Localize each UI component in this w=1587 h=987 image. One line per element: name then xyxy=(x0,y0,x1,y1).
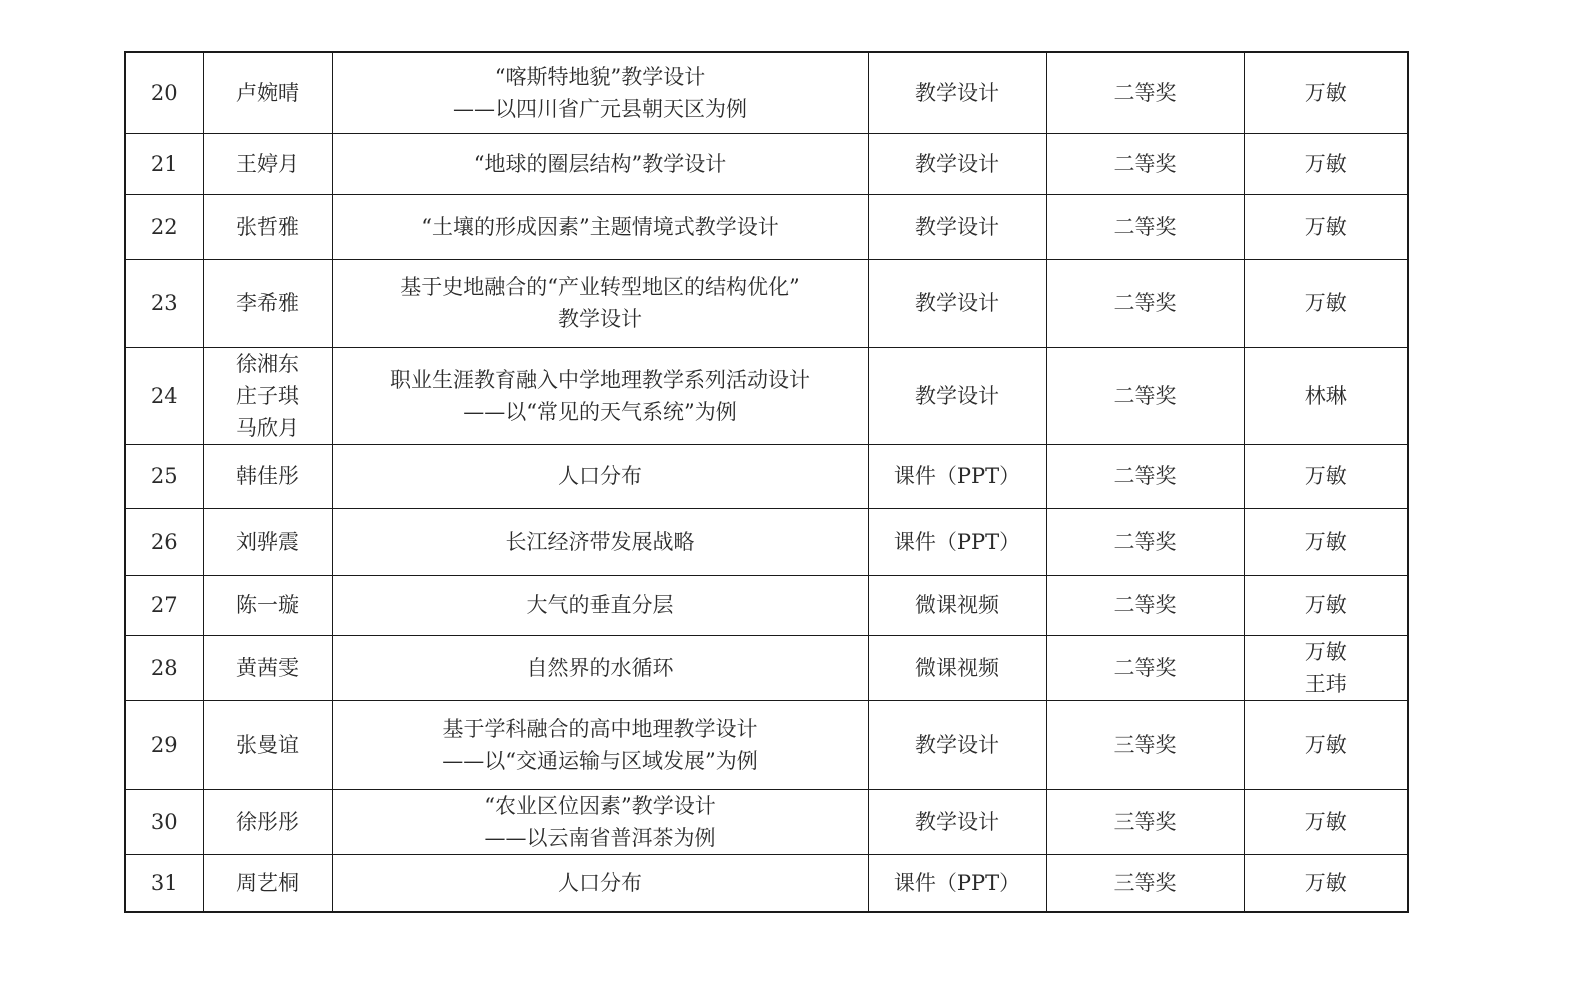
participant-names xyxy=(203,575,332,635)
work-type: 课件（PPT） xyxy=(868,508,1046,575)
advisor-names xyxy=(1244,700,1408,789)
work-title xyxy=(332,575,868,635)
work-title-line: ——以“交通运输与区域发展”为例 xyxy=(442,748,758,773)
advisor-names-line: 万敏 xyxy=(1304,214,1347,239)
work-title xyxy=(332,259,868,347)
participant-names-line: 张哲雅 xyxy=(236,214,299,239)
advisor-names xyxy=(1244,52,1408,133)
row-number: 24 xyxy=(125,347,203,444)
work-title-line: ——以云南省普洱茶为例 xyxy=(484,825,716,850)
award-level: 二等奖 xyxy=(1046,635,1244,700)
work-title-line: 基于学科融合的高中地理教学设计 xyxy=(442,716,758,741)
advisor-names-line: 万敏 xyxy=(1304,593,1347,617)
work-type: 教学设计 xyxy=(868,194,1046,259)
award-level: 三等奖 xyxy=(1046,700,1244,789)
participant-names xyxy=(203,194,332,259)
award-level: 二等奖 xyxy=(1046,444,1244,508)
participant-names-line: 王婷月 xyxy=(236,151,299,176)
table-row xyxy=(125,854,1408,912)
row-number: 20 xyxy=(125,52,203,133)
participant-names-line: 周艺桐 xyxy=(236,870,299,895)
participant-names xyxy=(203,508,332,575)
row-number: 22 xyxy=(125,194,203,259)
table-row xyxy=(125,347,1408,444)
work-title-line: 长江经济带发展战略 xyxy=(505,529,695,554)
work-title-line: “土壤的形成因素”主题情境式教学设计 xyxy=(421,214,779,239)
row-number: 21 xyxy=(125,133,203,194)
advisor-names xyxy=(1244,575,1408,635)
work-title-line: 教学设计 xyxy=(558,307,642,331)
work-type: 微课视频 xyxy=(868,575,1046,635)
advisor-names xyxy=(1244,854,1408,912)
participant-names-line: 韩佳彤 xyxy=(236,464,299,488)
table-row xyxy=(125,133,1408,194)
work-title xyxy=(332,635,868,700)
award-level: 二等奖 xyxy=(1046,259,1244,347)
participant-names-line: 张曼谊 xyxy=(236,732,299,757)
award-level: 二等奖 xyxy=(1046,508,1244,575)
work-title-line: “喀斯特地貌”教学设计 xyxy=(494,64,706,89)
participant-names-line: 陈一璇 xyxy=(236,593,299,617)
advisor-names-line: 万敏 xyxy=(1304,464,1347,488)
table-row xyxy=(125,508,1408,575)
participant-names xyxy=(203,347,332,444)
work-type: 教学设计 xyxy=(868,259,1046,347)
participant-names-line: 马欣月 xyxy=(236,415,299,440)
participant-names-line: 庄子琪 xyxy=(236,383,299,408)
advisor-names xyxy=(1244,259,1408,347)
work-title-line: 职业生涯教育融入中学地理教学系列活动设计 xyxy=(390,367,810,392)
advisor-names-line: 林琳 xyxy=(1304,383,1347,408)
awards-table xyxy=(124,51,1409,913)
advisor-names-line: 万敏 xyxy=(1304,291,1347,315)
participant-names-line: 卢婉晴 xyxy=(236,80,299,105)
participant-names xyxy=(203,854,332,912)
work-title xyxy=(332,52,868,133)
work-title xyxy=(332,133,868,194)
work-type: 教学设计 xyxy=(868,347,1046,444)
row-number: 27 xyxy=(125,575,203,635)
participant-names xyxy=(203,789,332,854)
participant-names xyxy=(203,700,332,789)
table-row xyxy=(125,194,1408,259)
participant-names-line: 李希雅 xyxy=(236,291,299,315)
work-type: 教学设计 xyxy=(868,700,1046,789)
advisor-names-line: 万敏 xyxy=(1304,151,1347,176)
participant-names xyxy=(203,133,332,194)
row-number: 28 xyxy=(125,635,203,700)
work-title-line: 基于史地融合的“产业转型地区的结构优化” xyxy=(400,275,800,299)
award-level: 二等奖 xyxy=(1046,347,1244,444)
table-row xyxy=(125,575,1408,635)
advisor-names-line: 王玮 xyxy=(1304,671,1347,696)
advisor-names-line: 万敏 xyxy=(1304,639,1347,664)
work-title-line: “地球的圈层结构”教学设计 xyxy=(473,151,727,176)
advisor-names xyxy=(1244,347,1408,444)
work-type: 教学设计 xyxy=(868,789,1046,854)
participant-names-line: 黄茜雯 xyxy=(236,655,299,680)
work-type: 教学设计 xyxy=(868,52,1046,133)
participant-names-line: 徐彤彤 xyxy=(236,809,299,834)
advisor-names xyxy=(1244,508,1408,575)
work-title-line: “农业区位因素”教学设计 xyxy=(484,793,716,818)
row-number: 23 xyxy=(125,259,203,347)
work-title xyxy=(332,854,868,912)
advisor-names xyxy=(1244,789,1408,854)
work-title-line: 大气的垂直分层 xyxy=(526,593,674,617)
work-title xyxy=(332,789,868,854)
advisor-names-line: 万敏 xyxy=(1304,809,1347,834)
award-level: 三等奖 xyxy=(1046,854,1244,912)
participant-names xyxy=(203,52,332,133)
work-title-line: 自然界的水循环 xyxy=(526,655,674,680)
work-title-line: ——以“常见的天气系统”为例 xyxy=(463,399,737,424)
advisor-names xyxy=(1244,444,1408,508)
advisor-names-line: 万敏 xyxy=(1304,80,1347,105)
row-number: 30 xyxy=(125,789,203,854)
awards-table-body xyxy=(125,52,1408,912)
work-title xyxy=(332,194,868,259)
advisor-names-line: 万敏 xyxy=(1304,732,1347,757)
row-number: 31 xyxy=(125,854,203,912)
advisor-names xyxy=(1244,133,1408,194)
award-level: 二等奖 xyxy=(1046,575,1244,635)
work-title xyxy=(332,347,868,444)
work-title xyxy=(332,508,868,575)
advisor-names xyxy=(1244,635,1408,700)
award-level: 二等奖 xyxy=(1046,133,1244,194)
participant-names-line: 刘骅震 xyxy=(236,529,299,554)
participant-names-line: 徐湘东 xyxy=(236,351,299,376)
row-number: 29 xyxy=(125,700,203,789)
work-title xyxy=(332,700,868,789)
table-row xyxy=(125,700,1408,789)
work-type: 课件（PPT） xyxy=(868,854,1046,912)
work-type: 微课视频 xyxy=(868,635,1046,700)
participant-names xyxy=(203,635,332,700)
table-row xyxy=(125,444,1408,508)
table-row xyxy=(125,635,1408,700)
work-type: 课件（PPT） xyxy=(868,444,1046,508)
work-title-line: 人口分布 xyxy=(558,464,642,488)
table-row xyxy=(125,52,1408,133)
work-title xyxy=(332,444,868,508)
work-type: 教学设计 xyxy=(868,133,1046,194)
row-number: 25 xyxy=(125,444,203,508)
row-number: 26 xyxy=(125,508,203,575)
award-level: 二等奖 xyxy=(1046,194,1244,259)
advisor-names xyxy=(1244,194,1408,259)
award-level: 二等奖 xyxy=(1046,52,1244,133)
participant-names xyxy=(203,259,332,347)
participant-names xyxy=(203,444,332,508)
advisor-names-line: 万敏 xyxy=(1304,529,1347,554)
table-row xyxy=(125,789,1408,854)
work-title-line: 人口分布 xyxy=(558,870,642,895)
work-title-line: ——以四川省广元县朝天区为例 xyxy=(453,96,747,121)
advisor-names-line: 万敏 xyxy=(1304,870,1347,895)
award-level: 三等奖 xyxy=(1046,789,1244,854)
table-row xyxy=(125,259,1408,347)
